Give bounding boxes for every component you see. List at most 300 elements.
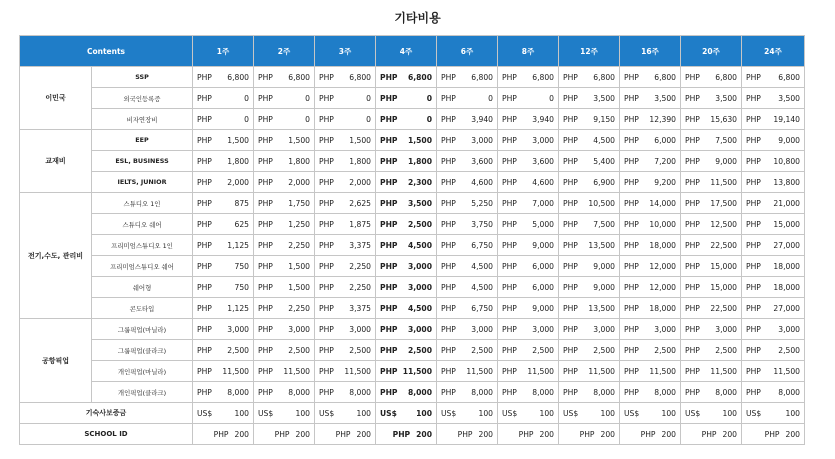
row-item-label: ESL, BUSINESS <box>92 151 193 172</box>
cell-currency: PHP <box>380 219 398 229</box>
cell-amount: 6,800 <box>349 72 371 82</box>
table-cell <box>437 235 498 256</box>
table-cell <box>620 67 681 88</box>
cell-amount: 2,500 <box>593 345 615 355</box>
cell-amount: 2,625 <box>349 198 371 208</box>
cell-currency: PHP <box>319 387 334 397</box>
cell-currency: PHP <box>319 366 334 376</box>
cell-amount: 14,000 <box>649 198 676 208</box>
table-cell <box>315 424 376 445</box>
table-cell <box>254 130 315 151</box>
table-cell <box>437 193 498 214</box>
table-cell <box>498 172 559 193</box>
cell-amount: 11,500 <box>649 366 676 376</box>
cell-amount: 3,500 <box>778 93 800 103</box>
table-cell <box>559 340 620 361</box>
table-cell <box>193 256 254 277</box>
cell-currency: PHP <box>197 303 212 313</box>
cell-currency: PHP <box>624 324 639 334</box>
cell-amount: 3,000 <box>778 324 800 334</box>
cell-amount: 22,500 <box>710 240 737 250</box>
cell-amount: 3,000 <box>407 324 432 334</box>
cell-amount: 2,500 <box>471 345 493 355</box>
cell-amount: 1,250 <box>288 219 310 229</box>
cell-currency: PHP <box>746 240 761 250</box>
cell-currency: PHP <box>502 282 517 292</box>
cell-currency: PHP <box>746 387 761 397</box>
group-label: 이민국 <box>20 67 92 130</box>
cell-amount: 2,000 <box>288 177 310 187</box>
cell-amount: 22,500 <box>710 303 737 313</box>
cell-amount: 15,630 <box>710 114 737 124</box>
table-cell <box>498 151 559 172</box>
table-cell <box>620 151 681 172</box>
table-cell <box>681 214 742 235</box>
table-cell <box>315 67 376 88</box>
cell-currency: PHP <box>685 303 700 313</box>
table-cell <box>315 403 376 424</box>
cell-amount: 27,000 <box>773 303 800 313</box>
cell-currency: PHP <box>197 324 212 334</box>
cell-currency: PHP <box>380 240 398 250</box>
cell-currency: PHP <box>441 72 456 82</box>
cell-currency: PHP <box>380 387 398 397</box>
cell-currency: PHP <box>563 387 578 397</box>
cell-currency: PHP <box>563 324 578 334</box>
cell-amount: 100 <box>661 408 676 418</box>
table-cell <box>193 382 254 403</box>
cell-currency: PHP <box>197 261 212 271</box>
table-row <box>20 151 805 172</box>
cell-amount: 4,600 <box>471 177 493 187</box>
cell-currency: PHP <box>258 303 273 313</box>
cell-currency: PHP <box>502 135 517 145</box>
cell-currency: PHP <box>701 429 717 439</box>
cell-amount: 200 <box>600 429 615 439</box>
table-cell <box>193 298 254 319</box>
cell-amount: 15,000 <box>710 282 737 292</box>
cell-amount: 875 <box>234 198 249 208</box>
cell-amount: 11,500 <box>527 366 554 376</box>
table-cell <box>193 172 254 193</box>
cell-amount: 11,500 <box>402 366 432 376</box>
cell-currency: PHP <box>441 156 456 166</box>
cell-amount: 6,000 <box>532 282 554 292</box>
cell-amount: 1,500 <box>407 135 432 145</box>
table-cell <box>254 424 315 445</box>
cell-amount: 9,000 <box>532 240 554 250</box>
cell-amount: 8,000 <box>227 387 249 397</box>
table-cell <box>681 235 742 256</box>
cell-currency: PHP <box>746 177 761 187</box>
cell-currency: PHP <box>380 282 398 292</box>
cell-amount: 6,000 <box>654 135 676 145</box>
table-cell <box>254 319 315 340</box>
cell-amount: 2,500 <box>778 345 800 355</box>
cell-amount: 4,600 <box>532 177 554 187</box>
header-week: 1주 <box>193 36 254 67</box>
cell-currency: PHP <box>685 324 700 334</box>
cell-currency: PHP <box>197 366 212 376</box>
cell-amount: 2,250 <box>288 303 310 313</box>
cell-amount: 1,500 <box>227 135 249 145</box>
cell-currency: PHP <box>624 198 639 208</box>
cell-amount: 13,500 <box>588 240 615 250</box>
table-cell <box>193 319 254 340</box>
cell-amount: 3,000 <box>227 324 249 334</box>
cell-currency: US$ <box>380 408 397 418</box>
cell-amount: 2,250 <box>349 282 371 292</box>
table-cell <box>193 151 254 172</box>
group-label: 전기,수도, 관리비 <box>20 193 92 319</box>
cell-amount: 2,250 <box>288 240 310 250</box>
table-cell <box>559 67 620 88</box>
cell-currency: PHP <box>563 135 578 145</box>
cell-amount: 7,200 <box>654 156 676 166</box>
table-cell <box>620 340 681 361</box>
cell-currency: PHP <box>685 240 700 250</box>
cost-table <box>19 35 805 445</box>
cell-currency: PHP <box>685 219 700 229</box>
table-cell <box>559 361 620 382</box>
table-cell <box>376 151 437 172</box>
table-cell <box>193 109 254 130</box>
table-cell <box>437 361 498 382</box>
table-cell <box>376 256 437 277</box>
header-week: 16주 <box>620 36 681 67</box>
table-cell <box>620 109 681 130</box>
cell-amount: 10,000 <box>649 219 676 229</box>
table-cell <box>620 193 681 214</box>
table-cell <box>315 130 376 151</box>
cell-amount: 6,800 <box>654 72 676 82</box>
cell-currency: PHP <box>502 156 517 166</box>
cell-currency: PHP <box>685 135 700 145</box>
cell-amount: 21,000 <box>773 198 800 208</box>
table-cell <box>681 340 742 361</box>
table-cell <box>681 67 742 88</box>
cell-currency: PHP <box>746 282 761 292</box>
table-cell <box>681 403 742 424</box>
header-week: 12주 <box>559 36 620 67</box>
cell-currency: PHP <box>624 72 639 82</box>
cell-currency: PHP <box>502 72 517 82</box>
cell-amount: 6,750 <box>471 240 493 250</box>
table-cell <box>315 109 376 130</box>
cell-amount: 3,600 <box>532 156 554 166</box>
cell-currency: PHP <box>197 282 212 292</box>
cell-currency: PHP <box>319 303 334 313</box>
cell-currency: PHP <box>624 177 639 187</box>
cell-currency: PHP <box>258 93 273 103</box>
cell-amount: 11,500 <box>773 366 800 376</box>
cell-currency: PHP <box>457 429 473 439</box>
cell-amount: 8,000 <box>349 387 371 397</box>
table-cell <box>315 340 376 361</box>
cell-currency: PHP <box>258 261 273 271</box>
table-cell <box>742 277 805 298</box>
cell-currency: US$ <box>563 408 579 418</box>
cell-amount: 11,500 <box>710 366 737 376</box>
table-cell <box>559 424 620 445</box>
cell-currency: PHP <box>258 345 273 355</box>
table-cell <box>254 151 315 172</box>
table-cell <box>742 361 805 382</box>
table-row <box>20 382 805 403</box>
cell-currency: PHP <box>441 303 456 313</box>
table-cell <box>376 340 437 361</box>
cell-amount: 3,000 <box>288 324 310 334</box>
cell-amount: 11,500 <box>222 366 249 376</box>
cell-currency: PHP <box>197 240 212 250</box>
cell-amount: 3,000 <box>532 135 554 145</box>
table-cell <box>742 340 805 361</box>
cell-amount: 8,000 <box>778 387 800 397</box>
row-item-label: SSP <box>92 67 193 88</box>
row-item-label: 외국인등록증 <box>92 88 193 109</box>
cell-currency: PHP <box>502 93 517 103</box>
cell-amount: 9,150 <box>593 114 615 124</box>
cell-amount: 4,500 <box>407 303 432 313</box>
cell-currency: PHP <box>335 429 351 439</box>
row-item-label: 프리미엄스튜디오 1인 <box>92 235 193 256</box>
header-week: 24주 <box>742 36 805 67</box>
cell-amount: 12,000 <box>649 282 676 292</box>
cell-amount: 1,800 <box>227 156 249 166</box>
cell-currency: PHP <box>319 72 334 82</box>
cell-currency: PHP <box>685 366 700 376</box>
cell-amount: 3,500 <box>407 198 432 208</box>
table-cell <box>498 88 559 109</box>
cell-currency: PHP <box>319 219 334 229</box>
table-cell <box>559 214 620 235</box>
cell-currency: PHP <box>563 345 578 355</box>
table-row <box>20 88 805 109</box>
cell-currency: PHP <box>502 366 517 376</box>
table-cell <box>681 130 742 151</box>
cell-currency: PHP <box>197 177 212 187</box>
cell-amount: 9,000 <box>778 135 800 145</box>
cell-amount: 11,500 <box>283 366 310 376</box>
table-cell <box>254 340 315 361</box>
cell-currency: PHP <box>319 114 334 124</box>
table-cell <box>620 319 681 340</box>
cell-amount: 200 <box>478 429 493 439</box>
cell-currency: PHP <box>685 261 700 271</box>
table-cell <box>254 382 315 403</box>
cell-currency: PHP <box>746 114 761 124</box>
table-cell <box>742 88 805 109</box>
cell-amount: 9,000 <box>532 303 554 313</box>
table-cell <box>193 361 254 382</box>
cell-currency: PHP <box>258 219 273 229</box>
table-cell <box>437 382 498 403</box>
cell-amount: 2,500 <box>227 345 249 355</box>
table-cell <box>498 340 559 361</box>
table-cell <box>315 256 376 277</box>
cell-currency: PHP <box>624 219 639 229</box>
cell-currency: PHP <box>258 198 273 208</box>
header-week: 6주 <box>437 36 498 67</box>
table-cell <box>376 424 437 445</box>
table-cell <box>437 403 498 424</box>
table-cell <box>376 319 437 340</box>
cell-amount: 10,500 <box>588 198 615 208</box>
table-row <box>20 130 805 151</box>
cell-amount: 9,000 <box>715 156 737 166</box>
cell-currency: PHP <box>563 282 578 292</box>
cell-amount: 6,800 <box>471 72 493 82</box>
table-cell <box>193 277 254 298</box>
table-cell <box>437 67 498 88</box>
cell-currency: US$ <box>319 408 335 418</box>
cell-currency: PHP <box>319 345 334 355</box>
table-cell <box>681 277 742 298</box>
table-header-row <box>20 36 805 67</box>
cell-amount: 6,900 <box>593 177 615 187</box>
cell-currency: PHP <box>319 156 334 166</box>
cell-amount: 7,000 <box>532 198 554 208</box>
table-cell <box>742 382 805 403</box>
cell-currency: US$ <box>197 408 213 418</box>
cell-amount: 7,500 <box>715 135 737 145</box>
cell-currency: PHP <box>624 303 639 313</box>
table-cell <box>498 109 559 130</box>
cell-amount: 100 <box>785 408 800 418</box>
cell-currency: PHP <box>563 198 578 208</box>
cell-currency: PHP <box>518 429 534 439</box>
header-contents: Contents <box>20 36 193 67</box>
table-row <box>20 214 805 235</box>
table-cell <box>620 361 681 382</box>
cell-amount: 3,000 <box>471 135 493 145</box>
table-row <box>20 340 805 361</box>
cell-amount: 2,500 <box>407 345 432 355</box>
cell-currency: PHP <box>563 177 578 187</box>
cell-currency: PHP <box>380 303 398 313</box>
cell-amount: 4,500 <box>471 261 493 271</box>
cell-amount: 1,875 <box>349 219 371 229</box>
table-cell <box>681 88 742 109</box>
cell-currency: PHP <box>563 114 578 124</box>
table-cell <box>254 298 315 319</box>
cell-amount: 11,500 <box>344 366 371 376</box>
cell-amount: 100 <box>295 408 310 418</box>
cell-amount: 6,800 <box>227 72 249 82</box>
cell-amount: 1,500 <box>288 261 310 271</box>
cell-currency: PHP <box>764 429 780 439</box>
table-cell <box>437 256 498 277</box>
table-row <box>20 172 805 193</box>
cell-amount: 2,500 <box>654 345 676 355</box>
table-cell <box>559 256 620 277</box>
table-cell <box>681 361 742 382</box>
table-cell <box>620 382 681 403</box>
cell-currency: PHP <box>197 93 212 103</box>
cell-amount: 9,200 <box>654 177 676 187</box>
table-cell <box>742 172 805 193</box>
cell-currency: PHP <box>502 345 517 355</box>
cell-amount: 18,000 <box>649 240 676 250</box>
cell-amount: 8,000 <box>471 387 493 397</box>
row-item-label: 그룹픽업(마닐라) <box>92 319 193 340</box>
table-row <box>20 361 805 382</box>
table-cell <box>681 193 742 214</box>
cell-amount: 0 <box>244 93 249 103</box>
cell-amount: 3,000 <box>407 282 432 292</box>
cell-currency: PHP <box>319 198 334 208</box>
cell-amount: 18,000 <box>773 282 800 292</box>
cell-currency: PHP <box>563 156 578 166</box>
table-cell <box>193 67 254 88</box>
table-cell <box>498 193 559 214</box>
cell-currency: PHP <box>441 345 456 355</box>
table-cell <box>498 382 559 403</box>
table-cell <box>681 298 742 319</box>
cell-amount: 200 <box>785 429 800 439</box>
cell-currency: PHP <box>380 366 398 376</box>
cell-currency: PHP <box>197 387 212 397</box>
cell-currency: PHP <box>441 387 456 397</box>
cell-currency: PHP <box>685 114 700 124</box>
cell-currency: PHP <box>441 324 456 334</box>
cell-currency: PHP <box>258 114 273 124</box>
cell-amount: 750 <box>234 261 249 271</box>
cell-currency: PHP <box>380 261 398 271</box>
cell-currency: PHP <box>746 303 761 313</box>
header-week: 2주 <box>254 36 315 67</box>
table-cell <box>620 424 681 445</box>
table-cell <box>254 277 315 298</box>
cell-currency: PHP <box>579 429 595 439</box>
table-cell <box>742 424 805 445</box>
cell-amount: 5,000 <box>532 219 554 229</box>
table-row <box>20 298 805 319</box>
cell-amount: 8,000 <box>654 387 676 397</box>
cell-amount: 0 <box>488 93 493 103</box>
cell-amount: 2,500 <box>288 345 310 355</box>
cell-amount: 5,400 <box>593 156 615 166</box>
cell-amount: 15,000 <box>773 219 800 229</box>
table-cell <box>559 277 620 298</box>
cell-currency: PHP <box>258 72 273 82</box>
cell-currency: PHP <box>624 282 639 292</box>
cell-currency: PHP <box>563 240 578 250</box>
cell-amount: 1,125 <box>227 240 249 250</box>
table-cell <box>559 109 620 130</box>
cell-amount: 200 <box>295 429 310 439</box>
table-cell <box>498 361 559 382</box>
cell-amount: 200 <box>234 429 249 439</box>
table-cell <box>620 214 681 235</box>
table-cell <box>254 403 315 424</box>
cell-currency: PHP <box>502 303 517 313</box>
table-body <box>20 67 805 445</box>
table-cell <box>376 403 437 424</box>
table-cell <box>254 67 315 88</box>
table-cell <box>376 109 437 130</box>
table-cell <box>437 151 498 172</box>
table-cell <box>498 67 559 88</box>
row-item-label: 콘도타입 <box>92 298 193 319</box>
cell-amount: 3,375 <box>349 240 371 250</box>
table-cell <box>315 361 376 382</box>
table-cell <box>620 235 681 256</box>
cell-amount: 0 <box>366 93 371 103</box>
header-week: 20주 <box>681 36 742 67</box>
cell-currency: PHP <box>624 366 639 376</box>
cell-currency: PHP <box>441 135 456 145</box>
